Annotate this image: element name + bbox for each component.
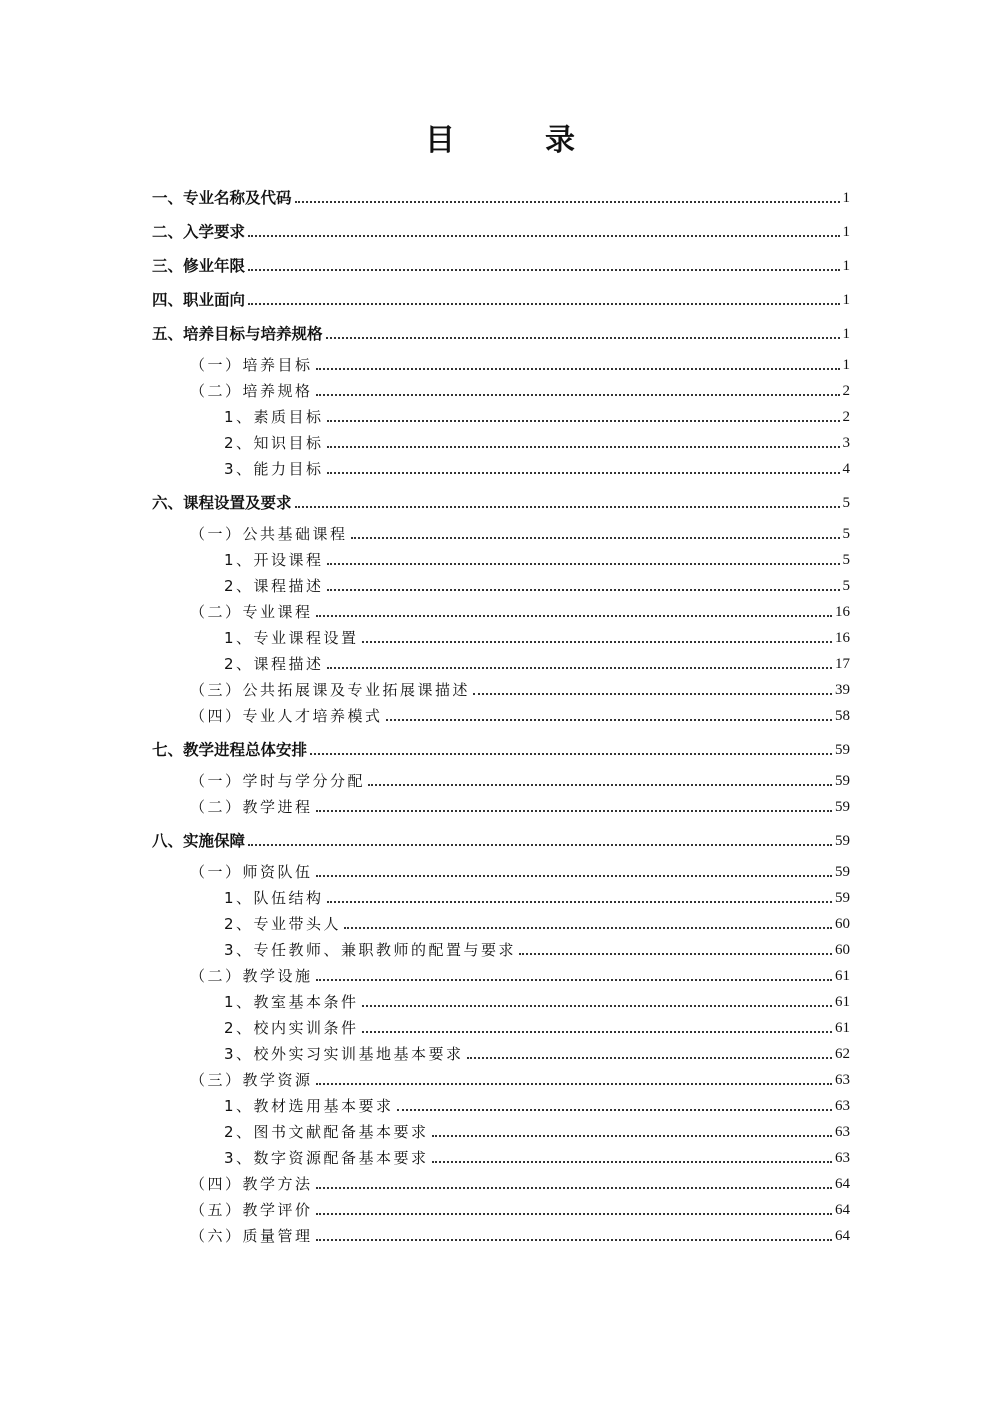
dot-leader — [473, 693, 832, 695]
toc-entry[interactable] — [152, 596, 850, 622]
toc-entry-label: 一、专业名称及代码 — [152, 189, 292, 207]
dot-leader — [316, 1213, 832, 1215]
dot-leader — [248, 303, 839, 305]
dot-leader — [327, 420, 840, 422]
toc-entry-label: （二）专业课程 — [190, 603, 313, 621]
toc-entry-label: （二）培养规格 — [190, 382, 313, 400]
toc-entry-label: 1、开设课程 — [224, 551, 324, 569]
toc-entry[interactable] — [152, 700, 850, 726]
toc-entry-page-number: 59 — [835, 742, 850, 758]
toc-entry[interactable] — [152, 401, 850, 427]
toc-entry[interactable] — [152, 882, 850, 908]
dot-leader — [362, 1031, 832, 1033]
toc-entry-page-number: 59 — [835, 833, 850, 849]
toc-entry[interactable] — [152, 986, 850, 1012]
toc-entry[interactable] — [152, 1142, 850, 1168]
toc-entry-label: 1、教室基本条件 — [224, 993, 359, 1011]
dot-leader — [327, 472, 840, 474]
dot-leader — [316, 615, 832, 617]
toc-entry[interactable] — [152, 1116, 850, 1142]
toc-entry-page-number: 5 — [842, 495, 850, 511]
dot-leader — [295, 201, 840, 203]
toc-entry[interactable] — [152, 765, 850, 791]
toc-entry-page-number: 1 — [842, 224, 850, 240]
toc-entry[interactable] — [152, 908, 850, 934]
dot-leader — [316, 368, 840, 370]
dot-leader — [432, 1161, 832, 1163]
toc-entry-label: （一）培养目标 — [190, 356, 313, 374]
dot-leader — [327, 901, 832, 903]
dot-leader — [316, 1187, 832, 1189]
toc-entry[interactable] — [152, 674, 850, 700]
dot-leader — [295, 506, 840, 508]
toc-entry-page-number: 59 — [835, 890, 850, 906]
page-title: 目 录 — [425, 123, 605, 158]
toc-entry[interactable] — [152, 375, 850, 401]
toc-entry-label: （四）教学方法 — [190, 1175, 313, 1193]
dot-leader — [248, 269, 839, 271]
toc-entry-label: 1、队伍结构 — [224, 889, 324, 907]
toc-entry-page-number: 5 — [842, 526, 850, 542]
toc-entry[interactable] — [152, 427, 850, 453]
toc-entry-page-number: 4 — [842, 461, 850, 477]
dot-leader — [316, 810, 832, 812]
toc-entry-label: 四、职业面向 — [152, 291, 246, 309]
dot-leader — [467, 1057, 832, 1059]
dot-leader — [368, 784, 832, 786]
toc-entry-page-number: 64 — [835, 1176, 850, 1192]
toc-entry[interactable] — [152, 648, 850, 674]
toc-entry-page-number: 5 — [842, 552, 850, 568]
toc-entry[interactable] — [152, 284, 850, 310]
toc-entry[interactable] — [152, 856, 850, 882]
toc-entry-label: 2、校内实训条件 — [224, 1019, 359, 1037]
toc-entry-page-number: 39 — [835, 682, 850, 698]
toc-entry-label: 2、专业带头人 — [224, 915, 342, 933]
toc-entry-page-number: 17 — [835, 656, 850, 672]
toc-entry[interactable] — [152, 1090, 850, 1116]
toc-entry-label: 3、专任教师、兼职教师的配置与要求 — [224, 941, 517, 959]
toc-entry[interactable] — [152, 570, 850, 596]
toc-entry[interactable] — [152, 453, 850, 479]
toc-entry-label: （一）公共基础课程 — [190, 525, 348, 543]
dot-leader — [316, 1083, 832, 1085]
toc-entry-page-number: 1 — [842, 357, 850, 373]
toc-entry[interactable] — [152, 544, 850, 570]
toc-entry-page-number: 58 — [835, 708, 850, 724]
toc-entry-page-number: 2 — [842, 383, 850, 399]
toc-entry-page-number: 64 — [835, 1202, 850, 1218]
toc-entry[interactable] — [152, 791, 850, 817]
toc-entry-page-number: 64 — [835, 1228, 850, 1244]
dot-leader — [327, 667, 832, 669]
toc-entry-page-number: 16 — [835, 604, 850, 620]
table-of-contents — [152, 182, 850, 1246]
dot-leader — [344, 927, 832, 929]
toc-entry-label: （三）教学资源 — [190, 1071, 313, 1089]
dot-leader — [362, 641, 832, 643]
dot-leader — [397, 1109, 832, 1111]
toc-entry[interactable] — [152, 1168, 850, 1194]
toc-entry-label: 1、专业课程设置 — [224, 629, 359, 647]
toc-entry-label: （二）教学进程 — [190, 798, 313, 816]
dot-leader — [326, 337, 840, 339]
toc-entry-label: 2、图书文献配备基本要求 — [224, 1123, 429, 1141]
toc-entry[interactable] — [152, 487, 850, 513]
toc-entry-page-number: 61 — [835, 968, 850, 984]
toc-entry-label: 三、修业年限 — [152, 257, 246, 275]
dot-leader — [316, 394, 840, 396]
toc-entry-label: 二、入学要求 — [152, 223, 246, 241]
toc-entry[interactable] — [152, 518, 850, 544]
toc-entry-page-number: 59 — [835, 799, 850, 815]
toc-entry[interactable] — [152, 1038, 850, 1064]
dot-leader — [310, 753, 832, 755]
toc-entry-page-number: 3 — [842, 435, 850, 451]
dot-leader — [432, 1135, 832, 1137]
toc-entry-page-number: 60 — [835, 916, 850, 932]
toc-entry-label: （三）公共拓展课及专业拓展课描述 — [190, 681, 471, 699]
toc-entry-label: （一）学时与学分分配 — [190, 772, 366, 790]
toc-entry[interactable] — [152, 734, 850, 760]
toc-entry[interactable] — [152, 1194, 850, 1220]
toc-entry-page-number: 2 — [842, 409, 850, 425]
dot-leader — [327, 563, 840, 565]
toc-entry-label: 六、课程设置及要求 — [152, 494, 292, 512]
toc-entry-page-number: 60 — [835, 942, 850, 958]
toc-entry-page-number: 1 — [842, 292, 850, 308]
toc-entry-page-number: 59 — [835, 773, 850, 789]
toc-entry[interactable] — [152, 934, 850, 960]
toc-entry-page-number: 1 — [842, 258, 850, 274]
toc-entry-label: 七、教学进程总体安排 — [152, 741, 308, 759]
toc-entry-page-number: 59 — [835, 864, 850, 880]
toc-entry-label: （一）师资队伍 — [190, 863, 313, 881]
toc-entry-label: 1、素质目标 — [224, 408, 324, 426]
toc-entry[interactable] — [152, 825, 850, 851]
toc-entry-label: 八、实施保障 — [152, 832, 246, 850]
toc-entry-label: 五、培养目标与培养规格 — [152, 325, 323, 343]
toc-entry-label: 1、教材选用基本要求 — [224, 1097, 394, 1115]
dot-leader — [248, 235, 839, 237]
toc-entry-page-number: 61 — [835, 994, 850, 1010]
toc-entry[interactable] — [152, 182, 850, 208]
toc-entry-page-number: 1 — [842, 190, 850, 206]
toc-entry[interactable] — [152, 349, 850, 375]
toc-entry[interactable] — [152, 960, 850, 986]
toc-entry-page-number: 1 — [842, 326, 850, 342]
dot-leader — [519, 953, 832, 955]
toc-entry[interactable] — [152, 1012, 850, 1038]
toc-entry-label: （四）专业人才培养模式 — [190, 707, 383, 725]
dot-leader — [327, 446, 840, 448]
toc-entry-label: 3、能力目标 — [224, 460, 324, 478]
toc-entry-label: 3、校外实习实训基地基本要求 — [224, 1045, 464, 1063]
toc-entry-page-number: 63 — [835, 1098, 850, 1114]
toc-entry-page-number: 63 — [835, 1072, 850, 1088]
toc-entry-label: 2、知识目标 — [224, 434, 324, 452]
toc-entry[interactable] — [152, 1220, 850, 1246]
dot-leader — [351, 537, 840, 539]
toc-entry-page-number: 16 — [835, 630, 850, 646]
toc-entry-label: 2、课程描述 — [224, 577, 324, 595]
toc-entry-label: 3、数字资源配备基本要求 — [224, 1149, 429, 1167]
toc-entry-page-number: 61 — [835, 1020, 850, 1036]
toc-entry-label: 2、课程描述 — [224, 655, 324, 673]
dot-leader — [362, 1005, 832, 1007]
toc-entry[interactable] — [152, 250, 850, 276]
dot-leader — [386, 719, 832, 721]
dot-leader — [316, 1239, 832, 1241]
dot-leader — [316, 979, 832, 981]
toc-entry-label: （五）教学评价 — [190, 1201, 313, 1219]
toc-entry-label: （六）质量管理 — [190, 1227, 313, 1245]
toc-entry[interactable] — [152, 1064, 850, 1090]
toc-entry-page-number: 5 — [842, 578, 850, 594]
toc-entry[interactable] — [152, 622, 850, 648]
dot-leader — [327, 589, 840, 591]
toc-entry[interactable] — [152, 318, 850, 344]
toc-entry-page-number: 62 — [835, 1046, 850, 1062]
toc-entry-label: （二）教学设施 — [190, 967, 313, 985]
toc-entry-page-number: 63 — [835, 1150, 850, 1166]
dot-leader — [316, 875, 832, 877]
toc-entry[interactable] — [152, 216, 850, 242]
toc-entry-page-number: 63 — [835, 1124, 850, 1140]
dot-leader — [248, 844, 832, 846]
